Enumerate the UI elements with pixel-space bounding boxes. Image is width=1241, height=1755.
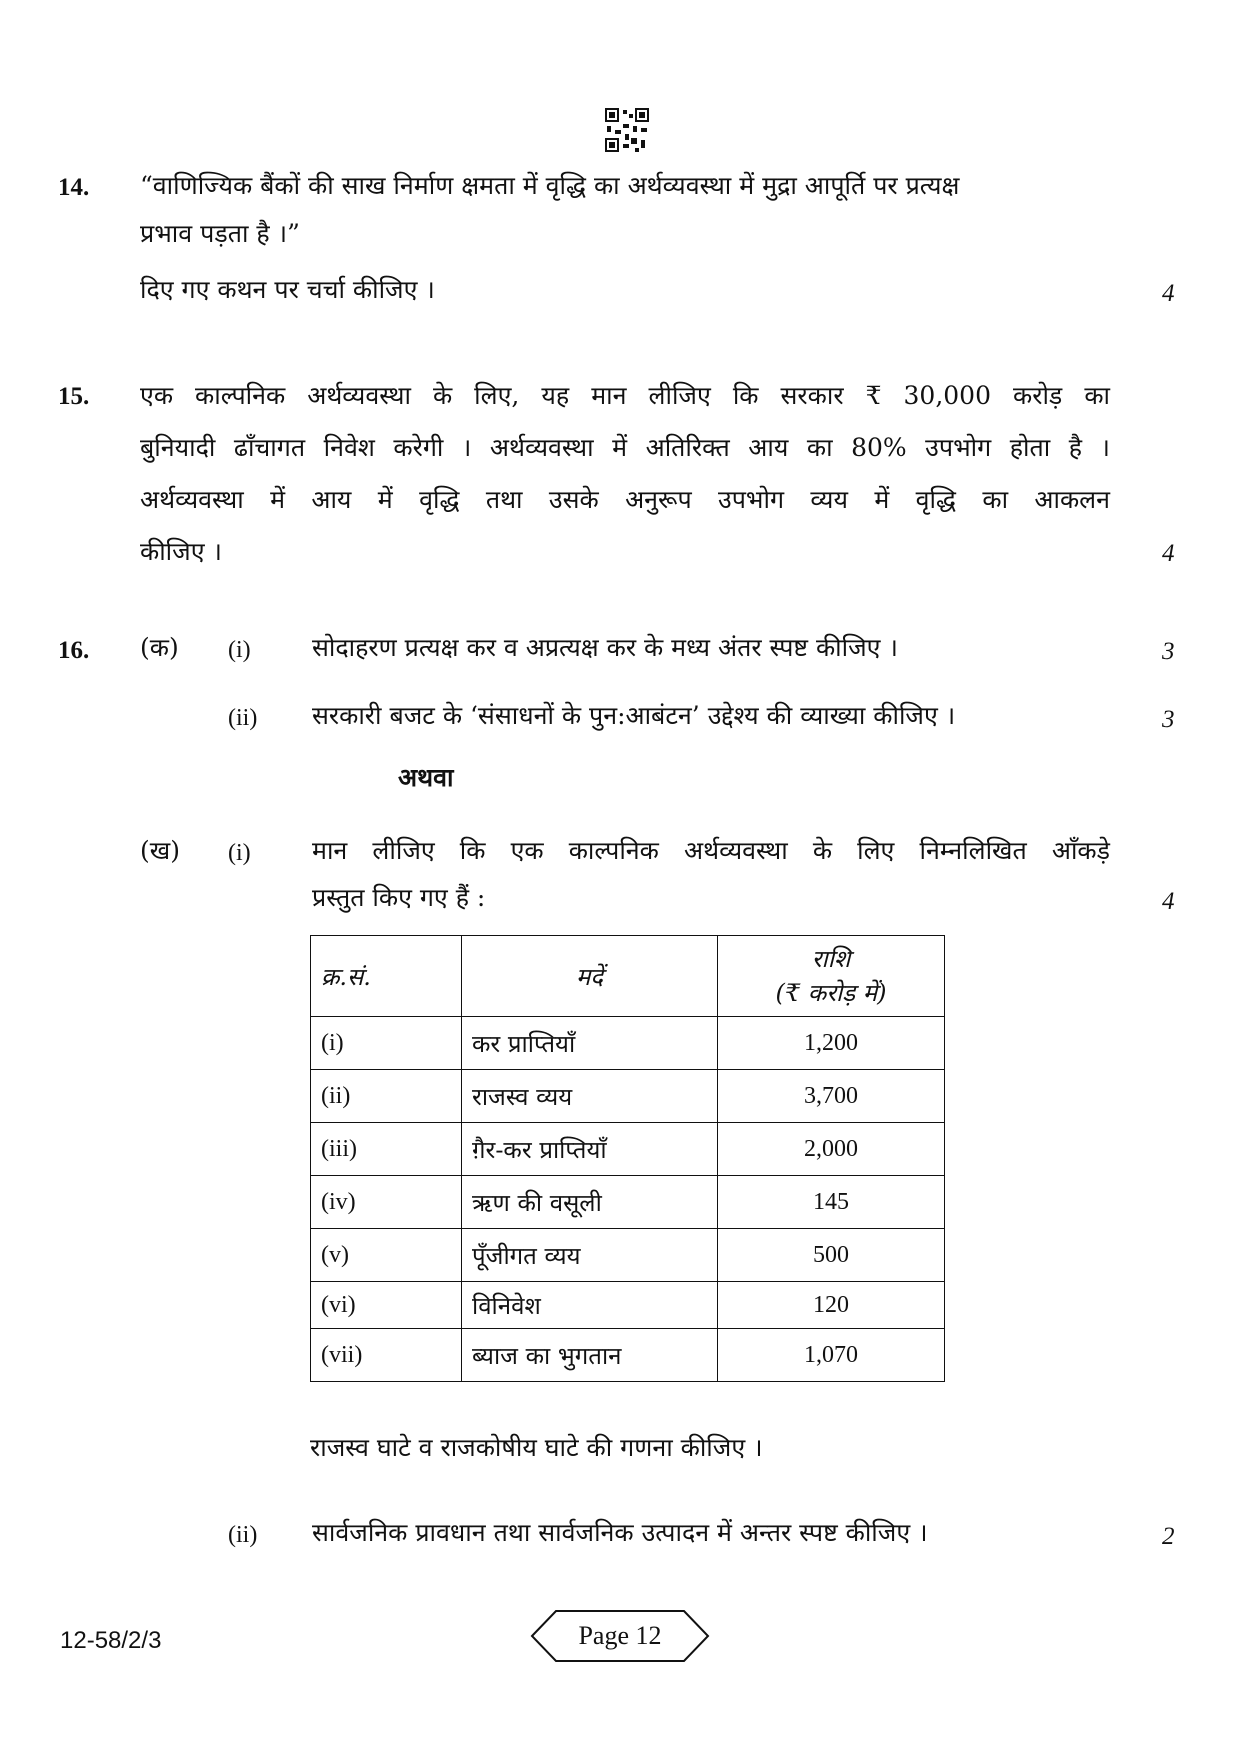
question-16a-ii-marks: 3 bbox=[1162, 706, 1175, 733]
header-amount bbox=[718, 936, 945, 1017]
table-row bbox=[311, 1176, 945, 1229]
row-item: ऋण की वसूली bbox=[462, 1176, 718, 1229]
question-15-line-4: कीजिए । bbox=[140, 537, 222, 566]
row-amount: 1,200 bbox=[718, 1017, 945, 1070]
header-amount-line-1: राशि bbox=[811, 945, 851, 973]
row-amount: 2,000 bbox=[718, 1123, 945, 1176]
header-item: मदें bbox=[462, 936, 718, 1017]
header-amount-line-2: (₹ करोड़ में) bbox=[775, 979, 887, 1007]
table-row bbox=[311, 1070, 945, 1123]
row-serial: (iii) bbox=[311, 1123, 462, 1176]
row-item: ब्याज का भुगतान bbox=[462, 1329, 718, 1382]
question-14-line-1: “वाणिज्यिक बैंकों की साख निर्माण क्षमता में वृद्धि का अर्थव्यवस्था में मुद्रा आपूर्ति पर प्रत्यक्ष bbox=[140, 171, 960, 200]
question-16b-label: (ख) bbox=[140, 836, 180, 865]
question-15-line-1: एक काल्पनिक अर्थव्यवस्था के लिए, यह मान लीजिए कि सरकार ₹ 30,000 करोड़ का bbox=[140, 381, 1110, 410]
row-serial: (v) bbox=[311, 1229, 462, 1282]
qr-code-icon bbox=[605, 108, 649, 152]
row-item: राजस्व व्यय bbox=[462, 1070, 718, 1123]
header-serial: क्र.सं. bbox=[311, 936, 462, 1017]
question-15-line-3: अर्थव्यवस्था में आय में वृद्धि तथा उसके अनुरूप उपभोग व्यय में वृद्धि का आकलन bbox=[140, 485, 1110, 514]
row-serial: (ii) bbox=[311, 1070, 462, 1123]
question-16a-i-marks: 3 bbox=[1162, 638, 1175, 665]
question-14-line-3: दिए गए कथन पर चर्चा कीजिए । bbox=[140, 275, 435, 304]
question-16b-ii-label: (ii) bbox=[228, 1522, 258, 1548]
question-15-line-2: बुनियादी ढाँचागत निवेश करेगी । अर्थव्यवस्था में अतिरिक्त आय का 80% उपभोग होता है । bbox=[140, 433, 1110, 462]
question-16a-ii-text: सरकारी बजट के ‘संसाधनों के पुन:आबंटन’ उद्देश्य की व्याख्या कीजिए । bbox=[312, 701, 956, 730]
question-16a-label: (क) bbox=[140, 633, 179, 662]
table-row bbox=[311, 1123, 945, 1176]
row-item: कर प्राप्तियाँ bbox=[462, 1017, 718, 1070]
row-item: ग़ैर-कर प्राप्तियाँ bbox=[462, 1123, 718, 1176]
page-number-badge bbox=[530, 1608, 710, 1664]
question-16a-ii-label: (ii) bbox=[228, 705, 258, 731]
or-label: अथवा bbox=[398, 763, 454, 792]
question-16b-i-instruction: राजस्व घाटे व राजकोषीय घाटे की गणना कीजिए । bbox=[310, 1433, 763, 1462]
question-16a-i-label: (i) bbox=[228, 637, 251, 663]
question-16a-i-text: सोदाहरण प्रत्यक्ष कर व अप्रत्यक्ष कर के मध्य अंतर स्पष्ट कीजिए । bbox=[312, 633, 898, 662]
question-14-number: 14. bbox=[58, 174, 90, 201]
table-row bbox=[311, 1229, 945, 1282]
table-header-row bbox=[311, 936, 945, 1017]
question-14-line-2: प्रभाव पड़ता है ।” bbox=[140, 219, 300, 248]
question-16b-i-line-1: मान लीजिए कि एक काल्पनिक अर्थव्यवस्था के लिए निम्नलिखित आँकड़े bbox=[312, 836, 1110, 865]
question-16b-i-label: (i) bbox=[228, 840, 251, 866]
table-row bbox=[311, 1282, 945, 1329]
paper-code: 12-58/2/3 bbox=[60, 1627, 162, 1654]
question-16b-i-line-2: प्रस्तुत किए गए हैं : bbox=[312, 883, 486, 912]
row-serial: (vi) bbox=[311, 1282, 462, 1329]
row-item: विनिवेश bbox=[462, 1282, 718, 1329]
table-row bbox=[311, 1017, 945, 1070]
question-16-number: 16. bbox=[58, 637, 90, 664]
row-amount: 3,700 bbox=[718, 1070, 945, 1123]
question-16b-ii-text: सार्वजनिक प्रावधान तथा सार्वजनिक उत्पादन में अन्तर स्पष्ट कीजिए । bbox=[312, 1518, 928, 1547]
row-serial: (vii) bbox=[311, 1329, 462, 1382]
question-15-number: 15. bbox=[58, 383, 90, 410]
row-item: पूँजीगत व्यय bbox=[462, 1229, 718, 1282]
table-row bbox=[311, 1329, 945, 1382]
row-serial: (iv) bbox=[311, 1176, 462, 1229]
row-serial: (i) bbox=[311, 1017, 462, 1070]
row-amount: 1,070 bbox=[718, 1329, 945, 1382]
page-number: Page 12 bbox=[578, 1621, 662, 1650]
row-amount: 500 bbox=[718, 1229, 945, 1282]
budget-data-table bbox=[310, 935, 945, 1382]
question-16b-i-marks: 4 bbox=[1162, 888, 1175, 915]
row-amount: 145 bbox=[718, 1176, 945, 1229]
question-16b-ii-marks: 2 bbox=[1162, 1523, 1175, 1550]
question-15-marks: 4 bbox=[1162, 540, 1175, 567]
row-amount: 120 bbox=[718, 1282, 945, 1329]
question-14-marks: 4 bbox=[1162, 280, 1175, 307]
